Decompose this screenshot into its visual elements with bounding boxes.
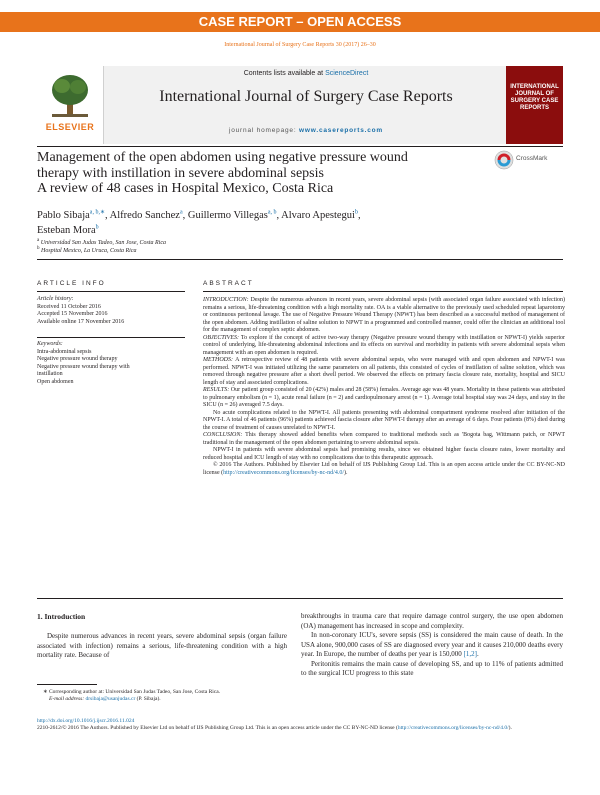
journal-cover-text: INTERNATIONAL JOURNAL OF SURGERY CASE REPORTS xyxy=(510,84,559,111)
footnote-doi: http://dx.doi.org/10.1016/j.ijscr.2016.11.024 2210-2612/© 2016 The Authors. Published by Elsevier Ltd on behalf of IJS Publishing Group Ltd. This is an open access article under the CC BY-NC-ND license (http://creativecommons.org/licenses/by-nc-nd/4.0/). xyxy=(37,718,563,732)
citation-link[interactable]: [1,2] xyxy=(463,650,477,658)
keywords xyxy=(37,341,187,386)
journal-citation[interactable]: International Journal of Surgery Case Reports 30 (2017) 26–30 xyxy=(224,42,376,48)
history-online: Available online 17 November 2016 xyxy=(37,318,125,325)
article-info-heading: ARTICLE INFO xyxy=(37,280,106,287)
section-heading: 1. Introduction xyxy=(37,612,86,621)
abstract-results-continued: No acute complications related to the NPWT-I. All patients presenting with abdominal compartment syndrome resolved after initiation of the NPWT-I. A total of 46 patients (96%) patients achieved fascia closure after NPWT-I therapy after an average of 6 days. Four patients (8%) died during the course of treatment of causes unrelated to NPWT-I. xyxy=(203,409,565,431)
title-line-1: Management of the open abdomen using negative pressure wound xyxy=(37,150,408,165)
body-left-column xyxy=(37,632,287,661)
abstract-objectives: OBJECTIVES: To explore if the concept of active two-way therapy (Negative pressure wound therapy with instillation or NPWT-I) yields superior control of underlying, life-threatening abdominal infections and its effects on survival and morbidity in patients with severe abdominal sepsis when management with an open abdomen is required. xyxy=(203,334,565,356)
article-title xyxy=(37,150,487,197)
keyword: Negative pressure wound therapy xyxy=(37,356,118,362)
affiliation: $^a$ Universidad San Judas Tadeo, San Jose, Costa Rica xyxy=(37,238,167,246)
footnote-rule xyxy=(37,684,97,685)
keyword: Negative pressure wound therapy with xyxy=(37,363,130,370)
journal-homepage xyxy=(106,127,506,134)
abstract-conclusion: CONCLUSION: This therapy showed added benefits when compared to traditional methods such as 'Bogota bag, Wittmann patch, or NPWT traditional in the management of the open abdomen pertaining to severe abdominal sepsis. xyxy=(203,432,565,446)
crossmark-icon xyxy=(494,150,514,170)
divider xyxy=(37,291,185,292)
history-label: Article history: xyxy=(37,296,74,302)
keyword: Intra-abdominal sepsis xyxy=(37,348,92,355)
paragraph: Peritonitis remains the main cause of developing SS, and up to 11% of patients admitted to the surgical ICU progress to this state xyxy=(301,659,563,677)
history-received: Received 11 October 2016 xyxy=(37,303,101,310)
paragraph: Despite numerous advances in recent years, severe abdominal sepsis (organ failure associated with infection) remains a serious, life-threatening condition with a high mortality rate. Because of xyxy=(37,632,287,659)
author[interactable]: Alvaro Apestegui$^b$, xyxy=(281,209,361,221)
author[interactable]: Guillermo Villegas$^{a, b}$, xyxy=(187,209,282,221)
copyright-notice: © 2016 The Authors. Published by Elsevier Ltd on behalf of IJS Publishing Group Ltd. This is an open access article under the CC BY-NC-ND license (http://creativecommons.org/licenses/by-nc-nd/4.0/). xyxy=(203,462,565,476)
title-line-2: therapy with instillation in severe abdominal sepsis xyxy=(37,165,324,181)
contents-prefix: Contents lists available at xyxy=(243,70,324,77)
body-right-column xyxy=(301,612,563,679)
license-link[interactable]: http://creativecommons.org/licenses/by-nc-nd/4.0/ xyxy=(397,725,509,731)
history-accepted: Accepted 15 November 2016 xyxy=(37,311,108,317)
title-line-3: A review of 48 cases in Hospital Mexico, Costa Rica xyxy=(37,181,334,196)
homepage-prefix: journal homepage: xyxy=(228,127,297,134)
abstract-body xyxy=(203,297,565,477)
elsevier-tree-icon xyxy=(48,72,92,118)
divider xyxy=(203,291,563,292)
email-link[interactable]: drsibaja@usanjudas.cr xyxy=(85,696,136,702)
license-link[interactable]: http://creativecommons.org/licenses/by-nc-nd/4.0/ xyxy=(223,469,345,476)
abstract-conclusion-continued: NPWT-I in patients with severe abdominal sepsis had promising results, since we obtained higher fascia closure rates, lower mortality and reduced hospital and ICU length of stay with no complications due to this therapeutic approach. xyxy=(203,447,565,461)
homepage-link[interactable]: www.casereports.com xyxy=(299,127,384,134)
doi-link[interactable]: http://dx.doi.org/10.1016/j.ijscr.2016.11.024 xyxy=(37,718,135,724)
case-report-banner: CASE REPORT – OPEN ACCESS xyxy=(0,12,600,32)
divider xyxy=(37,337,185,338)
abstract-heading: ABSTRACT xyxy=(203,280,254,287)
keyword: instillation xyxy=(37,371,63,377)
affiliation: $^b$ Hospital Mexico, La Uruca, Costa Rica xyxy=(37,246,137,254)
keyword: Open abdomen xyxy=(37,378,74,385)
crossmark-label: CrossMark xyxy=(516,155,548,162)
footnote-corresponding: ∗ Corresponding author at: Universidad San Judas Tadeo, San Jose, Costa Rica. E-mail address: drsibaja@usanjudas.cr (P. Sibaja). xyxy=(43,689,221,702)
masthead-rule xyxy=(37,146,563,147)
abstract-introduction: INTRODUCTION: Despite the numerous advances in recent years, severe abdominal sepsis (with associated organ failure associated with infection) remains a serious, life-threatening condition with a high mortality rate. OA is a viable alternative to the previously used scheduled repeat laparotomy or continuous peritoneal lavage. The use of Negative Pressure Wound Therapy (NPWT) has been described as a successful method of management of the open abdomen. Adding instillation of saline solution to NPWT in a programmed and controlled manner, could offer the clinician an additional tool for the management of complex septic abdomen. xyxy=(203,297,566,333)
crossmark-badge[interactable] xyxy=(494,150,564,172)
paragraph: breakthroughs in trauma care that require damage control surgery, the use open abdomen (OA) management has increased in scope and complexity. xyxy=(301,612,563,630)
sciencedirect-link[interactable]: ScienceDirect xyxy=(325,70,369,77)
contents-available xyxy=(106,70,506,77)
author[interactable]: Alfredo Sanchez$^a$, xyxy=(109,209,188,221)
abstract-results: RESULTS: Our patient group consisted of 20 (42%) males and 28 (58%) females. Average age was 48 years. Mortality in these patients was attributed to pulmonary embolism (n = 1), acute renal failure (n = 2) and cardiopulmonary arrest (n = 1). Average total hospital stay was 24 days, and stay in the SICU (n = 26) averaged 7.5 days. xyxy=(203,387,566,408)
article-history xyxy=(37,296,187,326)
keywords-label: Keywords: xyxy=(37,341,63,347)
author[interactable]: Esteban Mora$^b$ xyxy=(37,224,99,236)
divider xyxy=(37,598,563,599)
divider xyxy=(37,259,563,260)
author-list xyxy=(37,206,477,237)
elsevier-wordmark: ELSEVIER xyxy=(45,122,95,132)
abstract-methods: METHODS: A retrospective review of 48 patients with severe abdominal sepsis, who were managed with and open abdomen and NPWT-I was performed. NPWT-I was initiated utilizing the same parameters on all patients, this consisted of cycles of instillation of saline solution, which was removed through negative pressure after a short dwell period. We observed the effects on primary fascia closure rate, mortality, hospital and SICU length of stay and associated complications. xyxy=(203,357,566,386)
author[interactable]: Pablo Sibaja$^{a, b,∗}$, xyxy=(37,209,110,221)
paragraph: In non-coronary ICU's, severe sepsis (SS) is considered the main cause of death. In the USA alone, 900,000 cases of SS are diagnosed every year and it causes 210,000 deaths every year. In Europe, the number of deaths per year is 150,000 [1,2]. xyxy=(301,631,563,658)
journal-title: International Journal of Surgery Case Reports xyxy=(159,88,453,105)
